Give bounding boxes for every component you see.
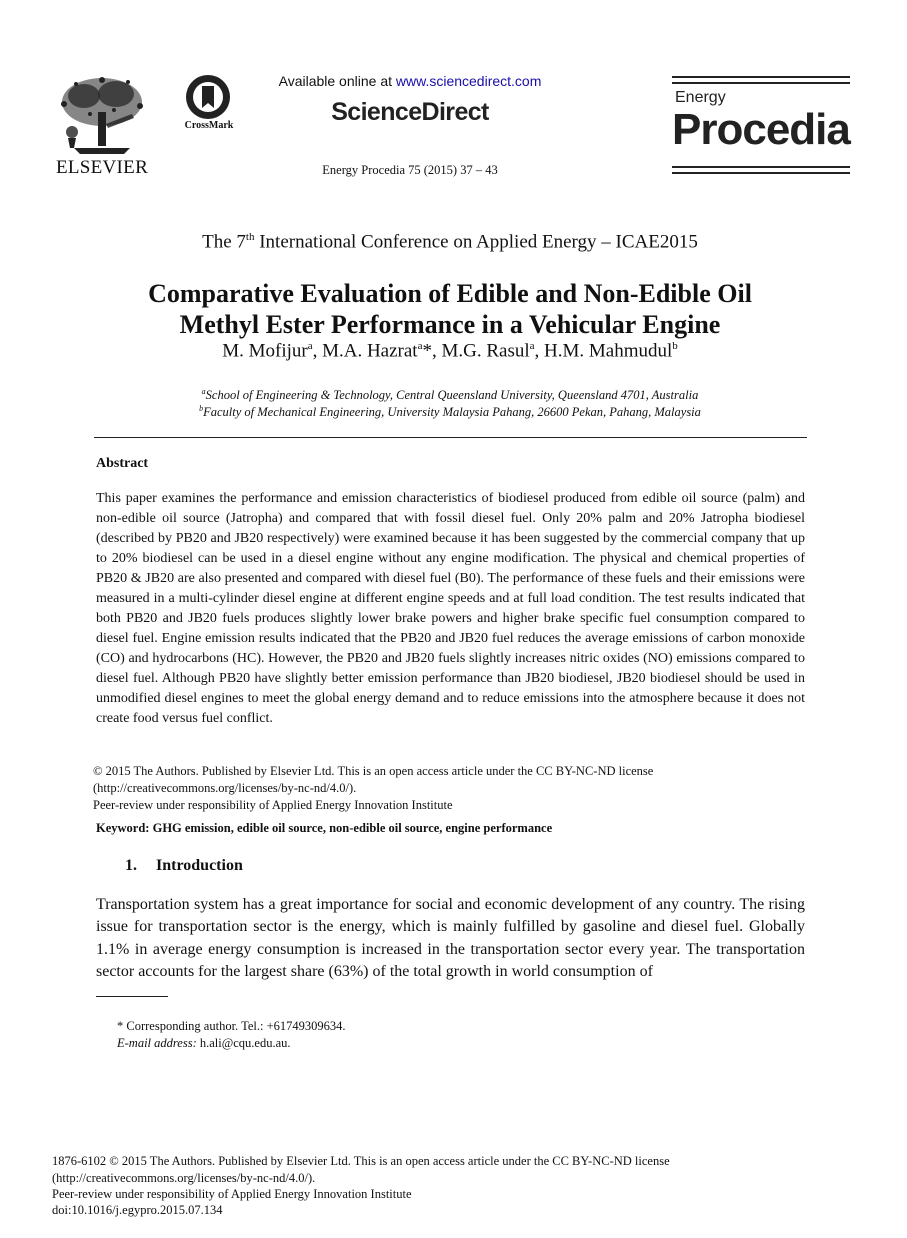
bottom-peer-review: Peer-review under responsibility of Applied Energy Innovation Institute xyxy=(52,1187,412,1201)
author-list xyxy=(0,340,900,362)
author-separator: *, xyxy=(422,340,442,362)
crossmark-label: CrossMark xyxy=(184,120,234,131)
author-name: H.M. Mahmudul xyxy=(544,340,673,362)
author-affiliation-mark: b xyxy=(672,340,678,352)
author-separator: , xyxy=(534,340,545,362)
conference-line xyxy=(0,231,900,253)
author-name: M.A. Hazrat xyxy=(322,340,418,362)
email-note xyxy=(117,1036,291,1051)
peer-review-note: Peer-review under responsibility of Applied Energy Innovation Institute xyxy=(93,798,453,812)
section-divider xyxy=(94,437,807,438)
section-title: Introduction xyxy=(156,857,243,874)
journal-logo-procedia: Procedia xyxy=(672,105,850,154)
author-affiliation-mark: a xyxy=(529,340,535,352)
paper-title-line-2: Methyl Ester Performance in a Vehicular Engine xyxy=(179,310,721,339)
conference-ordinal: th xyxy=(245,231,255,243)
journal-logo-rule xyxy=(672,166,850,168)
conference-prefix: The 7 xyxy=(202,231,246,253)
author-affiliation-mark: a xyxy=(307,340,313,352)
affiliation-mark: b xyxy=(199,404,204,413)
journal-reference: Energy Procedia 75 (2015) 37 – 43 xyxy=(322,163,498,177)
footnote-divider xyxy=(96,996,168,997)
copyright-line-1: © 2015 The Authors. Published by Elsevier Ltd. This is an open access article under the CC BY-NC-ND license xyxy=(93,764,654,778)
doi-link[interactable]: doi:10.1016/j.egypro.2015.07.134 xyxy=(52,1203,223,1217)
email-label: E-mail address: xyxy=(117,1036,197,1050)
keyword-values: GHG emission, edible oil source, non-edible oil source, engine performance xyxy=(149,821,553,835)
journal-logo-rule xyxy=(672,76,850,78)
affiliation-text: School of Engineering & Technology, Central Queensland University, Queensland 4701, Australia xyxy=(205,388,699,403)
license-link[interactable]: (http://creativecommons.org/licenses/by-nc-nd/4.0/). xyxy=(93,781,357,795)
author-separator: , xyxy=(312,340,323,362)
sciencedirect-link[interactable]: www.sciencedirect.com xyxy=(395,73,542,89)
sciencedirect-logo: ScienceDirect xyxy=(331,98,489,126)
corresponding-author-note: * Corresponding author. Tel.: +61749309634. xyxy=(117,1019,346,1033)
affiliation-a xyxy=(0,387,900,403)
elsevier-tree-logo xyxy=(54,74,150,156)
introduction-body: Transportation system has a great importance for social and economic development of any country. The rising issue for transportation sector is the energy, which is mainly fulfilled by gasoline and diesel fuel. Globally 1.1% in average energy consumption is increased in the transportation sector every year. The transportation sector accounts for the largest share (63%) of the total growth in world consumption of xyxy=(96,896,805,980)
journal-logo-rule xyxy=(672,172,850,174)
conference-rest: International Conference on Applied Energy – ICAE2015 xyxy=(254,231,698,253)
bottom-license-link[interactable]: (http://creativecommons.org/licenses/by-nc-nd/4.0/). xyxy=(52,1171,316,1185)
abstract-heading: Abstract xyxy=(96,456,149,471)
journal-logo-energy: Energy xyxy=(675,89,726,106)
abstract-body: This paper examines the performance and emission characteristics of biodiesel produced from edible oil source (palm) and non-edible oil source (Jatropha) and compared that with fossil diesel fuel. Only 20% palm and 20% Jatropha biodiesel (described by PB20 and JB20 respectively) were examined because it has been suggested by the commercial company that up to 20% biodiesel can be used in a diesel engine without any engine modification. The physical and chemical properties of PB20 & JB20 are also presented and compared with diesel fuel (B0). The performance of these fuels and their emissions were measured in a multi-cylinder diesel engine at different engine speeds and at full load condition. The test results indicated that both PB20 and JB20 fuels produces slightly lower brake powers and higher brake specific fuel consumption compared to diesel fuel. Engine emission results indicated that the PB20 and JB20 fuel reduces the average emissions of carbon monoxide (CO) and hydrocarbons (HC). However, the PB20 and JB20 fuels slightly increases nitric oxides (NO) emissions compared to diesel fuel. Although PB20 have slightly better emission performance than JB20 biodiesel, JB20 biodiesel should be used in unmodified diesel engines to meet the global energy demand and to reduce emissions into the atmosphere because it does not create food versus fuel conflict. xyxy=(96,491,805,726)
author-name: M.G. Rasul xyxy=(441,340,530,362)
elsevier-wordmark: ELSEVIER xyxy=(55,157,149,178)
issn-copyright-line: 1876-6102 © 2015 The Authors. Published by Elsevier Ltd. This is an open access article under the CC BY-NC-ND license xyxy=(52,1154,670,1168)
affiliation-b xyxy=(0,404,900,420)
affiliation-text: Faculty of Mechanical Engineering, University Malaysia Pahang, 26600 Pekan, Pahang, Malaysia xyxy=(203,405,701,420)
affiliation-mark: a xyxy=(201,387,206,396)
paper-title xyxy=(0,278,900,340)
available-prefix: Available online at xyxy=(278,73,396,89)
available-online-line xyxy=(200,73,620,89)
introduction-heading xyxy=(125,857,243,875)
paper-title-line-1: Comparative Evaluation of Edible and Non-Edible Oil xyxy=(148,279,752,308)
keyword-label: Keyword: xyxy=(96,821,150,835)
author-affiliation-mark: a xyxy=(417,340,423,352)
keyword-line xyxy=(96,821,552,836)
email-address[interactable]: h.ali@cqu.edu.au. xyxy=(196,1036,291,1050)
section-number: 1. xyxy=(125,857,137,874)
journal-logo-rule xyxy=(672,82,850,84)
author-name: M. Mofijur xyxy=(222,340,308,362)
